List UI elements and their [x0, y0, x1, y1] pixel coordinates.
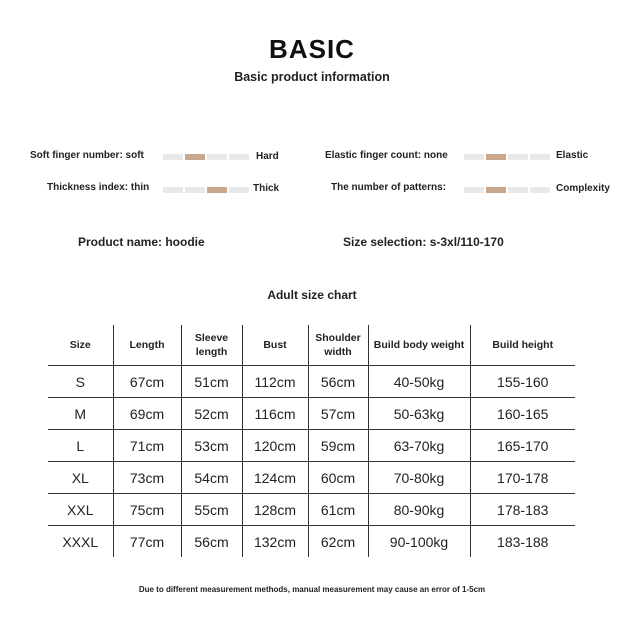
- table-cell: 56cm: [308, 366, 368, 398]
- table-cell: 170-178: [470, 462, 575, 494]
- table-cell: 132cm: [242, 526, 308, 558]
- table-cell: 59cm: [308, 430, 368, 462]
- table-cell: L: [48, 430, 113, 462]
- attr-label-thickness: Thickness index: thin: [47, 182, 150, 193]
- scale-segment: [229, 154, 249, 160]
- table-cell: 69cm: [113, 398, 181, 430]
- table-cell: 60cm: [308, 462, 368, 494]
- size-selection: Size selection: s-3xl/110-170: [343, 235, 504, 249]
- table-cell: 128cm: [242, 494, 308, 526]
- table-row: [48, 526, 575, 558]
- header-build-body-weight: Build body weight: [368, 325, 470, 366]
- header-length: Length: [113, 325, 181, 366]
- table-cell: 40-50kg: [368, 366, 470, 398]
- thickness-scale: [163, 187, 249, 193]
- product-name: Product name: hoodie: [78, 235, 205, 249]
- table-cell: M: [48, 398, 113, 430]
- size-chart-title: Adult size chart: [267, 288, 357, 302]
- table-header-row: [48, 325, 575, 366]
- attr-right-elasticity: Elastic: [556, 150, 589, 161]
- page-subtitle: Basic product information: [234, 70, 390, 84]
- softness-scale: [163, 154, 249, 160]
- table-cell: S: [48, 366, 113, 398]
- header-bust: Bust: [242, 325, 308, 366]
- table-cell: 155-160: [470, 366, 575, 398]
- table-row: [48, 462, 575, 494]
- table-cell: 116cm: [242, 398, 308, 430]
- scale-segment: [229, 187, 249, 193]
- patterns-scale: [464, 187, 550, 193]
- table-cell: 52cm: [181, 398, 242, 430]
- header-size: Size: [48, 325, 113, 366]
- scale-segment: [207, 154, 227, 160]
- table-cell: 70-80kg: [368, 462, 470, 494]
- table-cell: 54cm: [181, 462, 242, 494]
- scale-segment: [530, 187, 550, 193]
- table-cell: 75cm: [113, 494, 181, 526]
- table-cell: 62cm: [308, 526, 368, 558]
- scale-segment: [464, 187, 484, 193]
- table-cell: 77cm: [113, 526, 181, 558]
- scale-segment: [185, 187, 205, 193]
- attr-right-softness: Hard: [256, 151, 279, 162]
- table-cell: 80-90kg: [368, 494, 470, 526]
- page-title: BASIC: [269, 34, 355, 64]
- attr-right-patterns: Complexity: [556, 183, 610, 194]
- table-cell: 51cm: [181, 366, 242, 398]
- table-cell: 73cm: [113, 462, 181, 494]
- attr-right-thickness: Thick: [253, 183, 280, 194]
- elasticity-scale: [464, 154, 550, 160]
- table-row: [48, 398, 575, 430]
- table-cell: 67cm: [113, 366, 181, 398]
- table-cell: 178-183: [470, 494, 575, 526]
- table-cell: 183-188: [470, 526, 575, 558]
- table-cell: 63-70kg: [368, 430, 470, 462]
- table-cell: 56cm: [181, 526, 242, 558]
- table-row: [48, 366, 575, 398]
- table-cell: 124cm: [242, 462, 308, 494]
- attr-label-patterns: The number of patterns:: [331, 182, 447, 193]
- attr-label-elasticity: Elastic finger count: none: [325, 150, 448, 161]
- table-row: [48, 430, 575, 462]
- scale-segment: [163, 154, 183, 160]
- scale-segment-active: [207, 187, 227, 193]
- scale-segment: [163, 187, 183, 193]
- header-build-height: Build height: [470, 325, 575, 366]
- table-cell: 53cm: [181, 430, 242, 462]
- table-cell: 160-165: [470, 398, 575, 430]
- table-cell: 71cm: [113, 430, 181, 462]
- table-cell: 165-170: [470, 430, 575, 462]
- table-cell: 90-100kg: [368, 526, 470, 558]
- scale-segment: [508, 187, 528, 193]
- scale-segment: [508, 154, 528, 160]
- table-cell: 57cm: [308, 398, 368, 430]
- header-shoulder-width: Shoulder width: [308, 325, 368, 366]
- table-cell: 112cm: [242, 366, 308, 398]
- scale-segment: [530, 154, 550, 160]
- scale-segment-active: [486, 187, 506, 193]
- scale-segment-active: [185, 154, 205, 160]
- attr-label-softness: Soft finger number: soft: [30, 150, 144, 161]
- table-cell: XXL: [48, 494, 113, 526]
- measurement-footnote: Due to different measurement methods, manual measurement may cause an error of 1-5cm: [138, 585, 486, 594]
- table-cell: 61cm: [308, 494, 368, 526]
- table-row: [48, 494, 575, 526]
- scale-segment-active: [486, 154, 506, 160]
- table-cell: 50-63kg: [368, 398, 470, 430]
- table-cell: 55cm: [181, 494, 242, 526]
- table-cell: XXXL: [62, 533, 99, 550]
- scale-segment: [464, 154, 484, 160]
- table-cell: 120cm: [242, 430, 308, 462]
- header-sleeve-length: Sleeve length: [181, 325, 242, 366]
- table-cell: XL: [48, 462, 113, 494]
- size-chart-table: [48, 325, 575, 557]
